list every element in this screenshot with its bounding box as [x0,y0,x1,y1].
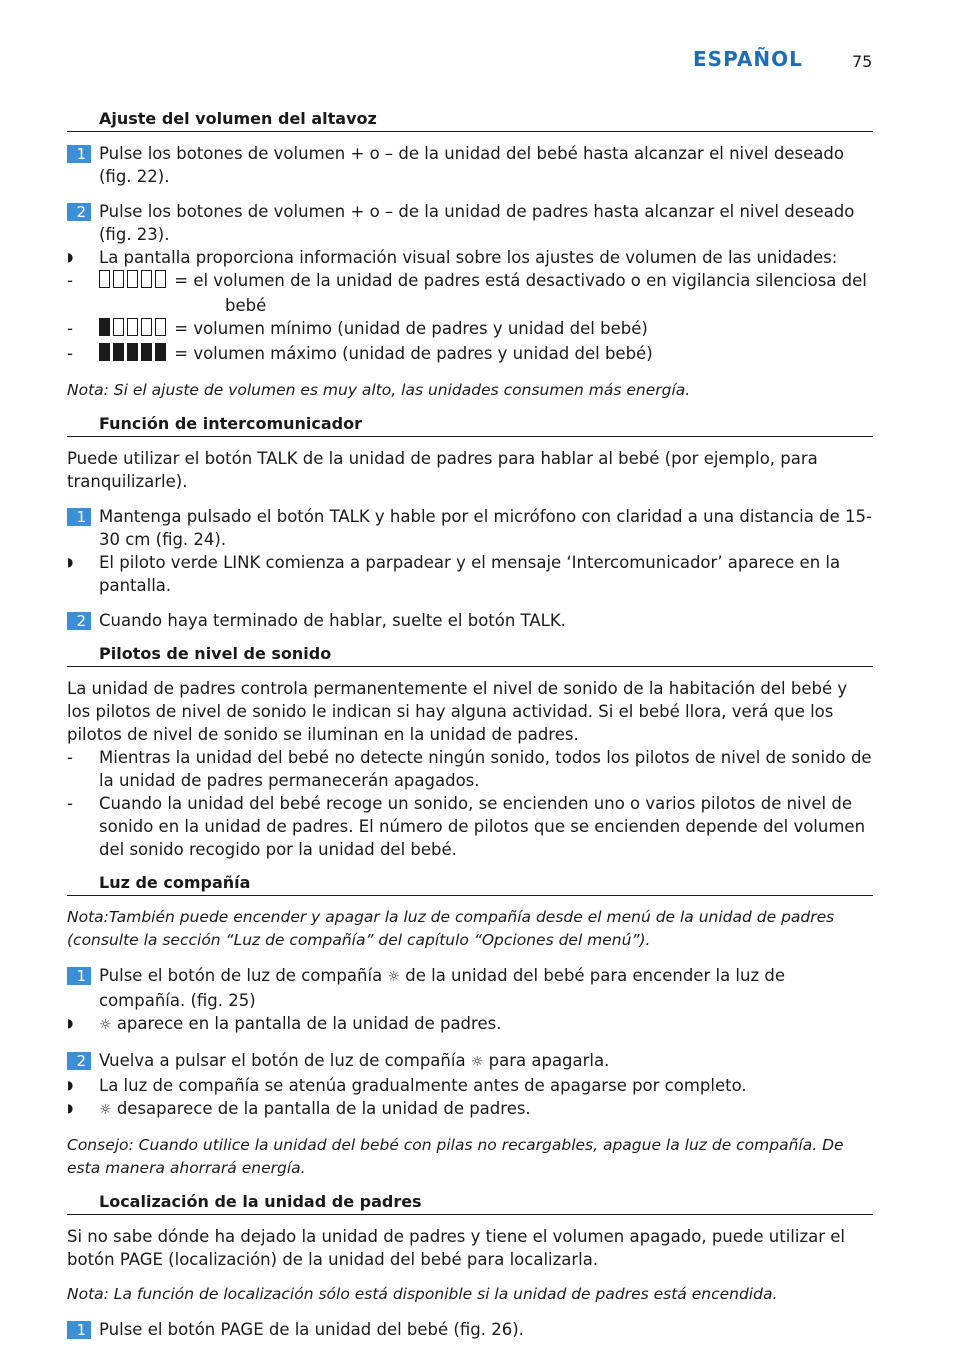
volume-off-text: = el volumen de la unidad de padres está desactivado o en vigilancia silenciosa del [174,271,867,290]
nightlight-icon: ☼ [99,1017,112,1033]
volume-min-text: = volumen mínimo (unidad de padres y unidad del bebé) [174,319,648,338]
volume-bars-min-icon [99,318,169,342]
dash-marker: - [67,748,73,767]
step-item [67,200,873,246]
volume-off-text-cont: bebé [225,296,267,315]
section-heading-nightlight: Luz de compañía [67,871,873,896]
list-text: Mientras la unidad del bebé no detecte ningún sonido, todos los pilotos de nivel de sonido de la unidad de padres permanecerán apagados. [99,748,872,790]
list-text: Cuando la unidad del bebé recoge un sonido, se encienden uno o varios pilotos de nivel de sonido en la unidad de padres. El número de pilotos que se encienden depende del volumen del sonido recogido por la unidad del bebé. [99,794,866,859]
bullet-icon: ◗ [67,1078,74,1092]
result-text: desaparece de la pantalla de la unidad de padres. [116,1099,531,1118]
step-number-badge: 1 [67,145,91,163]
dash-marker: - [67,319,73,338]
step-text: Vuelva a pulsar el botón de luz de compañía [99,1051,466,1070]
volume-max-row [67,342,873,367]
result-text: La pantalla proporciona información visual sobre los ajustes de volumen de las unidades: [99,248,838,267]
step-text: Pulse los botones de volumen + o – de la unidad de padres hasta alcanzar el nivel deseado (fig. 23). [99,202,855,244]
result-item [67,246,873,269]
step-item [67,505,873,551]
nightlight-icon: ☼ [470,1054,484,1070]
language-label: ESPAÑOL [693,47,803,71]
tip-text: Consejo: Cuando utilice la unidad del bebé con pilas no recargables, apague la luz de compañía. De esta manera ahorrará energía. [67,1136,844,1177]
note-text: Nota: Si el ajuste de volumen es muy alto, las unidades consumen más energía. [67,381,691,399]
section-heading-volume: Ajuste del volumen del altavoz [67,107,873,132]
step-item [67,609,873,632]
result-item [67,1097,873,1122]
dash-marker: - [67,271,73,290]
dash-marker: - [67,344,73,363]
step-item [67,1049,873,1074]
paragraph: La unidad de padres controla permanentemente el nivel de sonido de la habitación del bebé y los pilotos de nivel de sonido le indican si hay alguna actividad. Si el bebé llora, verá que los pilotos de nivel de sonido se iluminan en la unidad de padres. [67,679,848,744]
step-number-badge: 2 [67,1052,91,1070]
dash-marker: - [67,794,73,813]
paragraph: Si no sabe dónde ha dejado la unidad de padres y tiene el volumen apagado, puede utilizar el botón PAGE (localización) de la unidad del bebé para localizarla. [67,1227,845,1269]
result-item [67,551,873,597]
bullet-icon: ◗ [67,1101,74,1115]
bullet-icon: ◗ [67,1016,74,1030]
paragraph: Puede utilizar el botón TALK de la unidad de padres para hablar al bebé (por ejemplo, para tranquilizarle). [67,449,818,491]
list-item [67,746,873,792]
step-item [67,142,873,188]
content [67,107,873,1341]
step-text: Cuando haya terminado de hablar, suelte el botón TALK. [99,611,566,630]
step-text: para apagarla. [488,1051,610,1070]
step-item [67,964,873,1012]
volume-bars-off-icon [99,270,169,294]
step-number-badge: 2 [67,612,91,630]
nightlight-icon: ☼ [387,969,400,985]
step-text: Pulse el botón de luz de compañía [99,966,383,985]
result-text: aparece en la pantalla de la unidad de padres. [116,1014,502,1033]
step-text: Pulse los botones de volumen + o – de la unidad del bebé hasta alcanzar el nivel deseado (fig. 22). [99,144,844,186]
nightlight-icon: ☼ [99,1102,112,1118]
volume-min-row [67,317,873,342]
note-text: Nota: La función de localización sólo está disponible si la unidad de padres está encendida. [67,1285,778,1303]
step-number-badge: 2 [67,203,91,221]
result-item [67,1012,873,1037]
step-text: Pulse el botón PAGE de la unidad del bebé (fig. 26). [99,1320,524,1339]
section-heading-intercom: Función de intercomunicador [67,412,873,437]
result-text: El piloto verde LINK comienza a parpadear y el mensaje ‘Intercomunicador’ aparece en la pantalla. [99,553,841,595]
step-item [67,1318,873,1341]
list-item [67,792,873,861]
step-number-badge: 1 [67,508,91,526]
step-text: Mantenga pulsado el botón TALK y hable por el micrófono con claridad a una distancia de 15-30 cm (fig. 24). [99,507,872,549]
result-item [67,1074,873,1097]
bullet-icon: ◗ [67,250,74,264]
volume-max-text: = volumen máximo (unidad de padres y unidad del bebé) [174,344,653,363]
step-number-badge: 1 [67,1321,91,1339]
note-text: Nota:También puede encender y apagar la luz de compañía desde el menú de la unidad de padres (consulte la sección “Luz de compañía” del capítulo “Opciones del menú”). [67,908,835,949]
section-heading-sound-level: Pilotos de nivel de sonido [67,642,873,667]
volume-off-row [67,269,873,294]
step-text: de la unidad del bebé para encender la luz de compañía. (fig. 25) [99,966,785,1010]
bullet-icon: ◗ [67,555,74,569]
page-number: 75 [852,52,873,71]
volume-bars-max-icon [99,343,169,367]
result-text: La luz de compañía se atenúa gradualmente antes de apagarse por completo. [99,1076,747,1095]
step-number-badge: 1 [67,967,91,985]
section-heading-paging: Localización de la unidad de padres [67,1190,873,1215]
